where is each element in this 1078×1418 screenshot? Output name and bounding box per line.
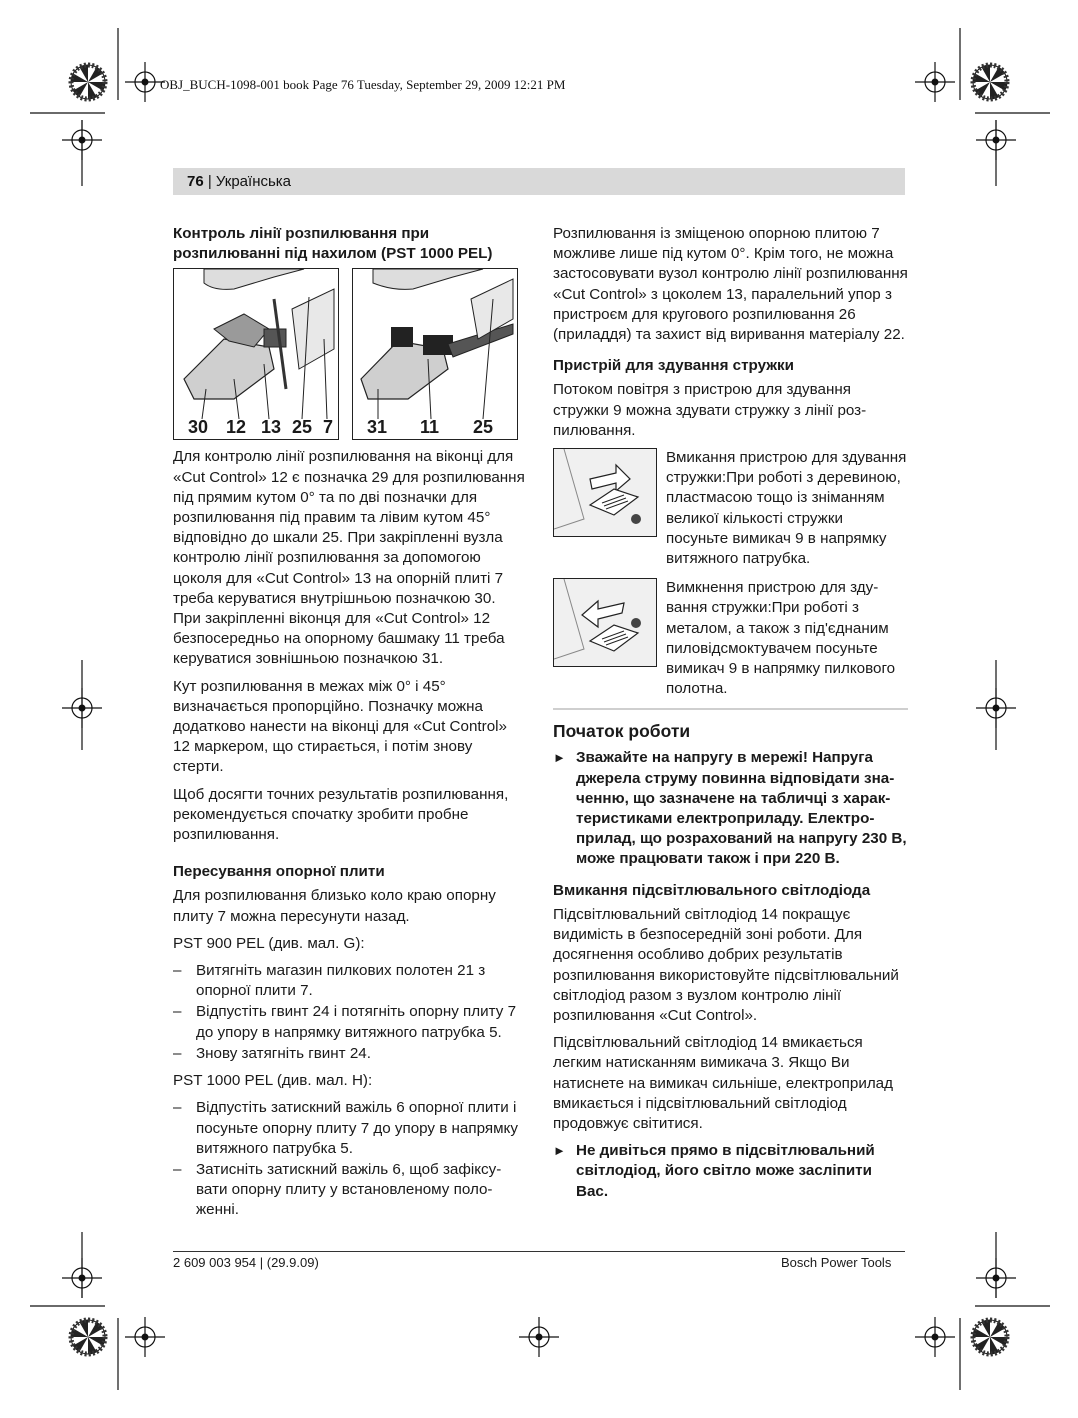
footer-rule — [173, 1251, 905, 1252]
section-heading-chip-blower: Пристрій для здування стружки — [553, 357, 794, 375]
warning-led: ► Не дивіться прямо в підсвітлювальний світлодіод, його світло може засліпити Вас. — [553, 1141, 908, 1202]
callout-12: 12 — [226, 417, 247, 438]
page-header — [173, 168, 905, 195]
section-heading-start: Початок роботи — [553, 721, 691, 742]
paragraph: Потоком повітря з пристрою для здування стружки 9 можна здувати стружку з лінії розпилювання. — [553, 381, 867, 439]
chip-blower-off-row — [553, 578, 908, 699]
chip-blower-on-row — [553, 448, 908, 569]
paragraph: PST 1000 PEL (див. мал. H): — [173, 1072, 373, 1090]
chip-blower-on-icon — [553, 448, 657, 537]
chip-blower-on-text: Вмикання пристрою для здування стружки:При роботі з деревиною, пластмасою тощо із зніманням великої кількості стружки посуньте вимикач 9 в напрямку витяжного патрубка. — [666, 449, 907, 568]
footer-doc-number: 2 609 003 954 | (29.9.09) — [173, 1255, 319, 1270]
callout-11: 11 — [420, 417, 440, 438]
instruction-list — [173, 961, 525, 1064]
header-separator: | — [203, 173, 216, 190]
header-language: Українська — [215, 173, 292, 190]
callout-25: 25 — [292, 417, 313, 438]
list-item: – Затисніть затискний важіль 6, щоб зафіксувати опорну плиту у встановленому положенні. — [173, 1160, 525, 1221]
paragraph: Розпилювання із зміщеною опорною плитою 7 можливе лише під кутом 0°. Крім того, не можна застосовувати вузол контролю лінії розпилювання «Cut Control» з цоколем 13, паралельний упор з пристроєм для кругового розпилювання 26 (приладдя) та захист від виривання матеріалу 22. — [553, 225, 908, 344]
figure-cut-control-shoe — [352, 268, 518, 440]
callout-7: 7 — [323, 417, 334, 438]
left-column — [173, 224, 525, 1228]
right-column — [553, 224, 908, 1209]
footer-brand: Bosch Power Tools — [781, 1255, 892, 1270]
instruction-list — [173, 1098, 525, 1220]
section-divider — [553, 708, 908, 710]
paragraph: PST 900 PEL (див. мал. G): — [173, 934, 365, 952]
list-item: – Відпустіть гвинт 24 і потягніть опорну плиту 7 до упору в напрямку витяжного патрубка 5. — [173, 1002, 525, 1042]
print-slug: OBJ_BUCH-1098-001 book Page 76 Tuesday, September 29, 2009 12:21 PM — [160, 77, 566, 92]
section-heading-led: Вмикання підсвітлювального світлодіода — [553, 881, 871, 899]
callout-30: 30 — [188, 417, 209, 438]
paragraph: Для розпилювання близько коло краю опорну плиту 7 можна пересунути назад. — [173, 887, 496, 925]
list-item: – Витягніть магазин пилкових полотен 21 з опорної плити 7. — [173, 961, 525, 1001]
paragraph: Підсвітлювальний світлодіод 14 вмикається легким натисканням вимикача 3. Якщо Ви натиснете на вимикач сильніше, електроприлад вмикається і підсвітлювальний світлодіод продовжує світитися. — [553, 1034, 893, 1132]
paragraph: Підсвітлювальний світлодіод 14 покращує видимість в безпосередній зоні роботи. Для досягнення особливо добрих результатів розпилювання використовуйте підсвітлювальний світлодіод разом з вузлом контролю лінії розпилювання «Cut Control». — [553, 905, 899, 1024]
list-item: – Відпустіть затискний важіль 6 опорної плити і посуньте опорну плиту 7 до упору в напрямку витяжного патрубка 5. — [173, 1098, 525, 1159]
paragraph: Для контролю лінії розпилювання на віконці для «Cut Control» 12 є позначка 29 для розпилювання під прямим кутом 0° та по дві позначки для розпилювання під правим та лівим кутом 45° відповідно до шкали 25. При закріпленні вузла контролю лінії розпилювання за допомогою цоколя для «Cut Control» 13 на опорній плиті 7 треба керуватися внутрішньою позначкою 30. При закріпленні віконця для «Cut Control» 12 безпосередньо на опорному башмаку 11 треба керуватися зовнішньою позначкою 31. — [173, 448, 525, 668]
paragraph: Щоб досягти точних результатів розпилювання, рекомендується спочатку зробити пробне розпилювання. — [173, 785, 509, 844]
chip-blower-off-text: Вимкнення пристрою для здування стружки:При роботі з металом, а також з під'єднаним пиловідсмоктувачем посуньте вимикач 9 в напрямку пилкового полотна. — [666, 579, 896, 698]
section-heading-cut-control: Контроль лінії розпилювання при розпилюванні під нахилом (PST 1000 PEL) — [173, 225, 493, 263]
warning-voltage: ► Зважайте на напругу в мережі! Напруга джерела струму повинна відповідати значенню, що зазначене на табличці з характеристиками електроприладу. Електроприлад, що розрахований на напругу 230 В, може працювати також і при 220 В. — [553, 748, 908, 869]
callout-31: 31 — [367, 417, 388, 438]
list-item: – Знову затягніть гвинт 24. — [173, 1044, 525, 1064]
page-number: 76 — [187, 173, 204, 190]
chip-blower-off-icon — [553, 578, 657, 667]
section-heading-base-plate: Пересування опорної плити — [173, 863, 385, 881]
callout-25b: 25 — [473, 417, 494, 438]
callout-13: 13 — [261, 417, 282, 438]
paragraph: Кут розпилювання в межах між 0° і 45° визначається пропорційно. Позначку можна додатково нанести на віконці для «Cut Control» 12 маркером, що стирається, і потім знову стерти. — [173, 677, 507, 776]
figure-cut-control-base — [173, 268, 339, 440]
figure-row — [173, 268, 525, 440]
